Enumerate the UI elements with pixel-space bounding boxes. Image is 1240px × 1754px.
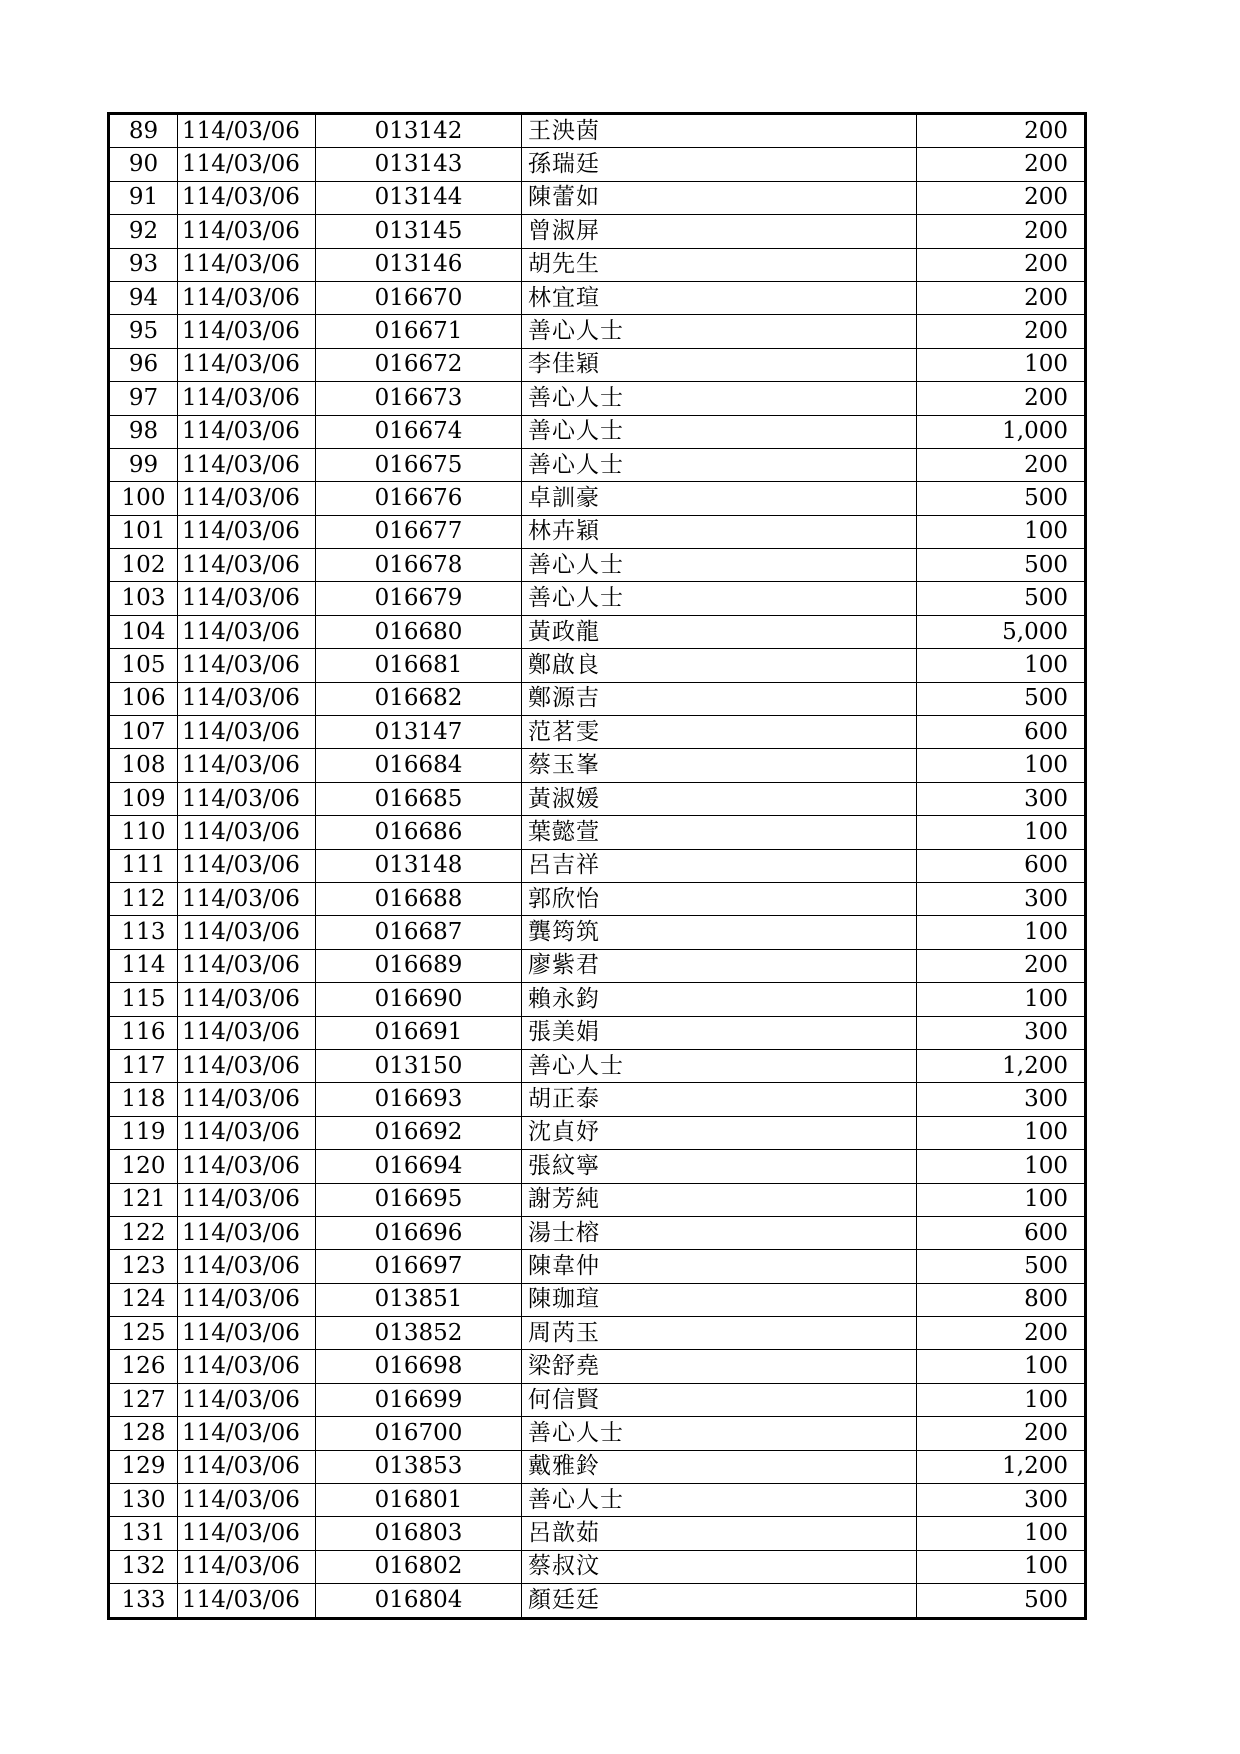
donor-name: 戴雅鈴 — [522, 1450, 917, 1483]
table-row — [109, 882, 1086, 915]
receipt-number: 013851 — [316, 1283, 522, 1316]
receipt-number: 016690 — [316, 983, 522, 1016]
table-row — [109, 415, 1086, 448]
donor-name: 善心人士 — [522, 1484, 917, 1517]
donor-name: 陳韋仲 — [522, 1250, 917, 1283]
receipt-number: 016699 — [316, 1383, 522, 1416]
donation-amount: 200 — [917, 248, 1086, 281]
donation-amount: 200 — [917, 215, 1086, 248]
donation-date: 114/03/06 — [178, 782, 316, 815]
row-number: 115 — [109, 983, 178, 1016]
table-row — [109, 382, 1086, 415]
donation-amount: 600 — [917, 716, 1086, 749]
donation-date: 114/03/06 — [178, 1016, 316, 1049]
donation-date: 114/03/06 — [178, 1450, 316, 1483]
row-number: 112 — [109, 882, 178, 915]
donor-name: 陳珈瑄 — [522, 1283, 917, 1316]
donor-name: 蔡玉峯 — [522, 749, 917, 782]
row-number: 121 — [109, 1183, 178, 1216]
donor-name: 胡先生 — [522, 248, 917, 281]
donation-amount: 100 — [917, 1350, 1086, 1383]
donation-date: 114/03/06 — [178, 315, 316, 348]
table-row — [109, 1517, 1086, 1550]
donor-name: 周芮玉 — [522, 1317, 917, 1350]
donation-amount: 200 — [917, 281, 1086, 314]
row-number: 111 — [109, 849, 178, 882]
table-row — [109, 615, 1086, 648]
row-number: 96 — [109, 348, 178, 381]
table-row — [109, 1417, 1086, 1450]
donation-date: 114/03/06 — [178, 415, 316, 448]
donation-date: 114/03/06 — [178, 382, 316, 415]
table-row — [109, 181, 1086, 214]
donor-name: 卓訓豪 — [522, 482, 917, 515]
donation-amount: 100 — [917, 749, 1086, 782]
donation-date: 114/03/06 — [178, 1150, 316, 1183]
receipt-number: 016678 — [316, 549, 522, 582]
donation-date: 114/03/06 — [178, 181, 316, 214]
donation-date: 114/03/06 — [178, 1383, 316, 1416]
row-number: 106 — [109, 682, 178, 715]
donation-date: 114/03/06 — [178, 1517, 316, 1550]
donation-date: 114/03/06 — [178, 1417, 316, 1450]
donation-amount: 100 — [917, 1183, 1086, 1216]
table-row — [109, 983, 1086, 1016]
donor-name: 黃淑媛 — [522, 782, 917, 815]
donor-name: 善心人士 — [522, 415, 917, 448]
table-row — [109, 1083, 1086, 1116]
donation-date: 114/03/06 — [178, 1116, 316, 1149]
receipt-number: 016680 — [316, 615, 522, 648]
donor-name: 善心人士 — [522, 382, 917, 415]
donation-date: 114/03/06 — [178, 749, 316, 782]
receipt-number: 013143 — [316, 148, 522, 181]
donation-amount: 600 — [917, 849, 1086, 882]
donation-amount: 200 — [917, 448, 1086, 481]
donation-date: 114/03/06 — [178, 215, 316, 248]
donation-date: 114/03/06 — [178, 816, 316, 849]
row-number: 123 — [109, 1250, 178, 1283]
table-row — [109, 1584, 1086, 1618]
donor-name: 廖紫君 — [522, 949, 917, 982]
row-number: 133 — [109, 1584, 178, 1618]
donation-date: 114/03/06 — [178, 1283, 316, 1316]
donor-name: 張美娟 — [522, 1016, 917, 1049]
receipt-number: 016688 — [316, 882, 522, 915]
donation-amount: 100 — [917, 649, 1086, 682]
receipt-number: 013142 — [316, 114, 522, 148]
table-row — [109, 1016, 1086, 1049]
row-number: 105 — [109, 649, 178, 682]
table-row — [109, 248, 1086, 281]
receipt-number: 016802 — [316, 1550, 522, 1583]
table-row — [109, 1350, 1086, 1383]
donor-name: 蔡叔汶 — [522, 1550, 917, 1583]
donor-name: 鄭啟良 — [522, 649, 917, 682]
table-row — [109, 482, 1086, 515]
table-row — [109, 649, 1086, 682]
donation-amount: 500 — [917, 682, 1086, 715]
donation-date: 114/03/06 — [178, 1550, 316, 1583]
row-number: 118 — [109, 1083, 178, 1116]
table-row — [109, 1484, 1086, 1517]
row-number: 126 — [109, 1350, 178, 1383]
table-row — [109, 782, 1086, 815]
receipt-number: 013147 — [316, 716, 522, 749]
receipt-number: 013150 — [316, 1049, 522, 1082]
donation-date: 114/03/06 — [178, 1216, 316, 1249]
table-row — [109, 682, 1086, 715]
donation-amount: 500 — [917, 1250, 1086, 1283]
donation-date: 114/03/06 — [178, 1183, 316, 1216]
donation-date: 114/03/06 — [178, 582, 316, 615]
table-row — [109, 315, 1086, 348]
donation-date: 114/03/06 — [178, 348, 316, 381]
receipt-number: 016687 — [316, 916, 522, 949]
donation-date: 114/03/06 — [178, 281, 316, 314]
donor-name: 林卉穎 — [522, 515, 917, 548]
donation-amount: 200 — [917, 1317, 1086, 1350]
donation-date: 114/03/06 — [178, 682, 316, 715]
receipt-number: 016684 — [316, 749, 522, 782]
donor-name: 張紋寧 — [522, 1150, 917, 1183]
donation-amount: 200 — [917, 1417, 1086, 1450]
table-row — [109, 916, 1086, 949]
donation-amount: 100 — [917, 816, 1086, 849]
donation-date: 114/03/06 — [178, 549, 316, 582]
donation-amount: 100 — [917, 1150, 1086, 1183]
donation-amount: 200 — [917, 181, 1086, 214]
row-number: 104 — [109, 615, 178, 648]
donation-date: 114/03/06 — [178, 148, 316, 181]
donor-name: 善心人士 — [522, 1049, 917, 1082]
table-row — [109, 1250, 1086, 1283]
donation-date: 114/03/06 — [178, 716, 316, 749]
donor-name: 善心人士 — [522, 582, 917, 615]
receipt-number: 016670 — [316, 281, 522, 314]
donation-date: 114/03/06 — [178, 1250, 316, 1283]
table-row — [109, 1049, 1086, 1082]
donation-amount: 800 — [917, 1283, 1086, 1316]
row-number: 110 — [109, 816, 178, 849]
row-number: 114 — [109, 949, 178, 982]
row-number: 94 — [109, 281, 178, 314]
donor-name: 沈貞妤 — [522, 1116, 917, 1149]
donor-name: 善心人士 — [522, 549, 917, 582]
donation-amount: 100 — [917, 983, 1086, 1016]
table-row — [109, 1383, 1086, 1416]
row-number: 101 — [109, 515, 178, 548]
table-row — [109, 348, 1086, 381]
donor-name: 善心人士 — [522, 315, 917, 348]
row-number: 100 — [109, 482, 178, 515]
donor-name: 顏廷廷 — [522, 1584, 917, 1618]
donation-amount: 1,200 — [917, 1049, 1086, 1082]
receipt-number: 016675 — [316, 448, 522, 481]
donor-name: 善心人士 — [522, 448, 917, 481]
receipt-number: 016698 — [316, 1350, 522, 1383]
donor-name: 龔筠筑 — [522, 916, 917, 949]
donation-amount: 600 — [917, 1216, 1086, 1249]
donor-name: 謝芳純 — [522, 1183, 917, 1216]
receipt-number: 016676 — [316, 482, 522, 515]
receipt-number: 013146 — [316, 248, 522, 281]
table-row — [109, 114, 1086, 148]
receipt-number: 016693 — [316, 1083, 522, 1116]
donation-amount: 200 — [917, 148, 1086, 181]
table-row — [109, 1150, 1086, 1183]
donation-amount: 500 — [917, 482, 1086, 515]
donation-date: 114/03/06 — [178, 882, 316, 915]
donation-date: 114/03/06 — [178, 849, 316, 882]
table-row — [109, 1317, 1086, 1350]
donation-amount: 500 — [917, 1584, 1086, 1618]
receipt-number: 016801 — [316, 1484, 522, 1517]
donation-amount: 500 — [917, 582, 1086, 615]
row-number: 120 — [109, 1150, 178, 1183]
receipt-number: 016689 — [316, 949, 522, 982]
table-row — [109, 1216, 1086, 1249]
receipt-number: 016804 — [316, 1584, 522, 1618]
donor-name: 陳蕾如 — [522, 181, 917, 214]
row-number: 91 — [109, 181, 178, 214]
row-number: 128 — [109, 1417, 178, 1450]
table-row — [109, 1116, 1086, 1149]
donation-date: 114/03/06 — [178, 114, 316, 148]
donation-date: 114/03/06 — [178, 949, 316, 982]
donor-name: 賴永鈞 — [522, 983, 917, 1016]
donation-date: 114/03/06 — [178, 1584, 316, 1618]
donation-amount: 500 — [917, 549, 1086, 582]
receipt-number: 016671 — [316, 315, 522, 348]
donor-name: 范茗雯 — [522, 716, 917, 749]
donor-name: 郭欣怡 — [522, 882, 917, 915]
row-number: 132 — [109, 1550, 178, 1583]
donor-name: 鄭源吉 — [522, 682, 917, 715]
donation-amount: 200 — [917, 949, 1086, 982]
receipt-number: 016803 — [316, 1517, 522, 1550]
donation-amount: 300 — [917, 782, 1086, 815]
table-row — [109, 582, 1086, 615]
row-number: 113 — [109, 916, 178, 949]
row-number: 122 — [109, 1216, 178, 1249]
donation-amount: 5,000 — [917, 615, 1086, 648]
row-number: 99 — [109, 448, 178, 481]
donation-amount: 200 — [917, 315, 1086, 348]
table-row — [109, 749, 1086, 782]
donor-name: 呂歆茹 — [522, 1517, 917, 1550]
donation-amount: 100 — [917, 348, 1086, 381]
donation-amount: 300 — [917, 882, 1086, 915]
donation-date: 114/03/06 — [178, 1484, 316, 1517]
donation-amount: 300 — [917, 1083, 1086, 1116]
row-number: 95 — [109, 315, 178, 348]
row-number: 90 — [109, 148, 178, 181]
donation-date: 114/03/06 — [178, 615, 316, 648]
row-number: 131 — [109, 1517, 178, 1550]
row-number: 130 — [109, 1484, 178, 1517]
donor-name: 善心人士 — [522, 1417, 917, 1450]
donation-amount: 300 — [917, 1016, 1086, 1049]
receipt-number: 016686 — [316, 816, 522, 849]
donation-amount: 200 — [917, 382, 1086, 415]
donor-name: 葉懿萱 — [522, 816, 917, 849]
row-number: 102 — [109, 549, 178, 582]
donation-date: 114/03/06 — [178, 448, 316, 481]
donor-name: 胡正泰 — [522, 1083, 917, 1116]
table-row — [109, 716, 1086, 749]
row-number: 116 — [109, 1016, 178, 1049]
table-row — [109, 1283, 1086, 1316]
table-row — [109, 549, 1086, 582]
table-row — [109, 148, 1086, 181]
table-row — [109, 816, 1086, 849]
donation-date: 114/03/06 — [178, 916, 316, 949]
donation-date: 114/03/06 — [178, 1049, 316, 1082]
receipt-number: 013144 — [316, 181, 522, 214]
donation-date: 114/03/06 — [178, 649, 316, 682]
table-row — [109, 1183, 1086, 1216]
donation-amount: 300 — [917, 1484, 1086, 1517]
row-number: 124 — [109, 1283, 178, 1316]
row-number: 98 — [109, 415, 178, 448]
row-number: 89 — [109, 114, 178, 148]
table-row — [109, 849, 1086, 882]
row-number: 117 — [109, 1049, 178, 1082]
table-row — [109, 1550, 1086, 1583]
receipt-number: 013852 — [316, 1317, 522, 1350]
donation-date: 114/03/06 — [178, 482, 316, 515]
donation-amount: 100 — [917, 1383, 1086, 1416]
donor-name: 林宜瑄 — [522, 281, 917, 314]
donation-date: 114/03/06 — [178, 1317, 316, 1350]
receipt-number: 016681 — [316, 649, 522, 682]
donation-amount: 1,200 — [917, 1450, 1086, 1483]
donation-date: 114/03/06 — [178, 1083, 316, 1116]
donor-name: 湯士榕 — [522, 1216, 917, 1249]
donation-amount: 100 — [917, 1517, 1086, 1550]
donor-name: 孫瑞廷 — [522, 148, 917, 181]
row-number: 97 — [109, 382, 178, 415]
donor-name: 梁舒堯 — [522, 1350, 917, 1383]
donor-name: 何信賢 — [522, 1383, 917, 1416]
receipt-number: 016695 — [316, 1183, 522, 1216]
receipt-number: 016694 — [316, 1150, 522, 1183]
receipt-number: 016691 — [316, 1016, 522, 1049]
receipt-number: 016682 — [316, 682, 522, 715]
receipt-number: 016692 — [316, 1116, 522, 1149]
row-number: 107 — [109, 716, 178, 749]
donation-amount: 100 — [917, 916, 1086, 949]
donation-table — [107, 112, 1087, 1620]
receipt-number: 016673 — [316, 382, 522, 415]
donation-amount: 100 — [917, 1116, 1086, 1149]
receipt-number: 016685 — [316, 782, 522, 815]
row-number: 127 — [109, 1383, 178, 1416]
donation-date: 114/03/06 — [178, 248, 316, 281]
row-number: 103 — [109, 582, 178, 615]
donation-amount: 100 — [917, 1550, 1086, 1583]
receipt-number: 016700 — [316, 1417, 522, 1450]
row-number: 108 — [109, 749, 178, 782]
receipt-number: 016696 — [316, 1216, 522, 1249]
receipt-number: 016674 — [316, 415, 522, 448]
donation-amount: 1,000 — [917, 415, 1086, 448]
receipt-number: 016672 — [316, 348, 522, 381]
donation-table-body — [109, 114, 1086, 1619]
row-number: 129 — [109, 1450, 178, 1483]
donation-date: 114/03/06 — [178, 983, 316, 1016]
receipt-number: 013853 — [316, 1450, 522, 1483]
receipt-number: 013145 — [316, 215, 522, 248]
row-number: 119 — [109, 1116, 178, 1149]
receipt-number: 016679 — [316, 582, 522, 615]
receipt-number: 016677 — [316, 515, 522, 548]
donor-name: 王泱茵 — [522, 114, 917, 148]
table-row — [109, 281, 1086, 314]
donation-date: 114/03/06 — [178, 1350, 316, 1383]
donor-name: 曾淑屏 — [522, 215, 917, 248]
row-number: 93 — [109, 248, 178, 281]
donation-amount: 200 — [917, 114, 1086, 148]
table-row — [109, 1450, 1086, 1483]
table-row — [109, 448, 1086, 481]
row-number: 109 — [109, 782, 178, 815]
donor-name: 黃政龍 — [522, 615, 917, 648]
table-row — [109, 215, 1086, 248]
row-number: 92 — [109, 215, 178, 248]
receipt-number: 013148 — [316, 849, 522, 882]
receipt-number: 016697 — [316, 1250, 522, 1283]
row-number: 125 — [109, 1317, 178, 1350]
donation-date: 114/03/06 — [178, 515, 316, 548]
donation-amount: 100 — [917, 515, 1086, 548]
donor-name: 李佳穎 — [522, 348, 917, 381]
table-row — [109, 949, 1086, 982]
table-row — [109, 515, 1086, 548]
donor-name: 呂吉祥 — [522, 849, 917, 882]
